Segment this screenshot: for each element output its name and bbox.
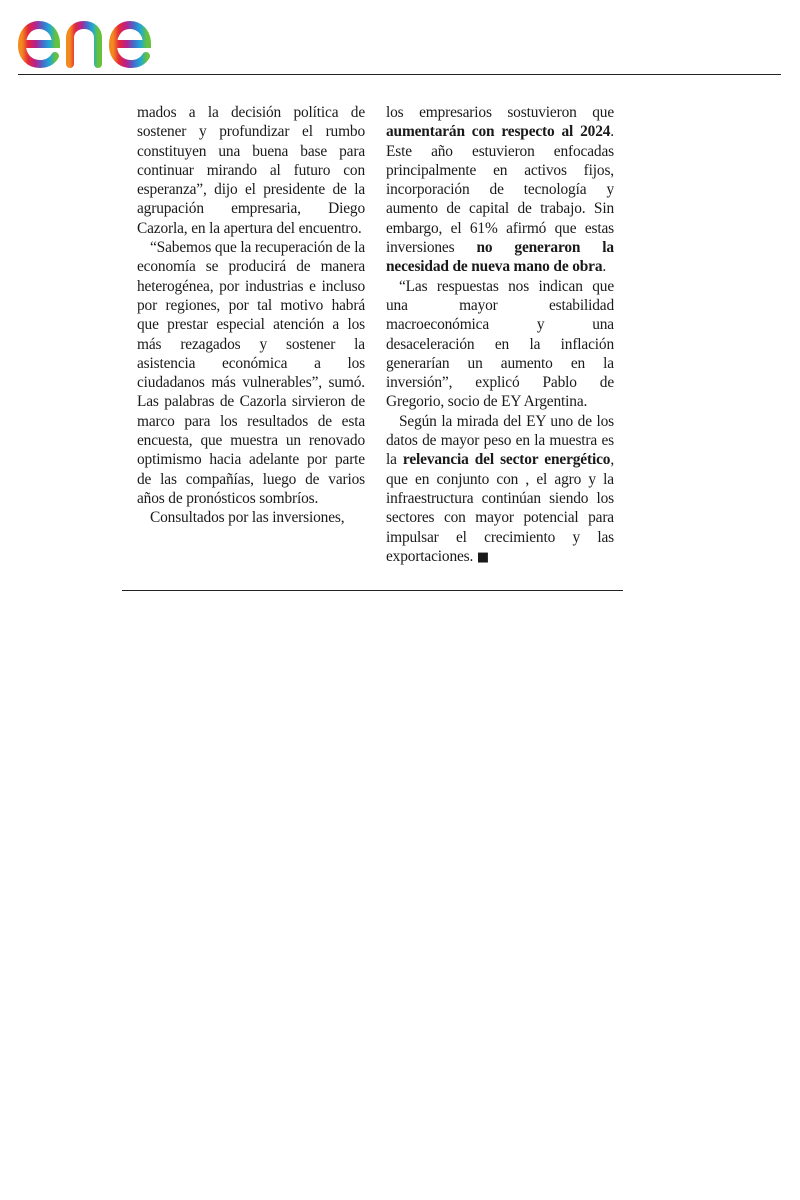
paragraph: [386, 412, 614, 567]
text-run: . Este año estuvieron enfocadas principalmente en activos fijos, incorporación de tecnología y aumento de capital de trabajo. Sin embargo, el 61% afirmó que estas inversiones: [386, 123, 614, 257]
bold-highlight: relevancia del sector energético: [402, 451, 611, 469]
bold-highlight: no generaron la necesidad de nueva mano de obra: [386, 239, 614, 276]
end-of-article-mark: ■: [476, 549, 490, 565]
header-divider: [18, 74, 781, 75]
paragraph: Consultados por las inversiones,: [150, 509, 345, 527]
text-run: Según la mirada del EY uno de los datos de mayor peso en la muestra es la: [386, 412, 614, 469]
paragraph: [386, 103, 614, 277]
paragraph: “Las respuestas nos indican que una mayor estabilidad macroeconómica y una desaceleración en la inflación generarían un aumento en la inversión”, explicó Pablo de Gregorio, socio de EY Argentina.: [386, 277, 614, 411]
article-bottom-divider: [122, 590, 623, 591]
paragraph: mados a la decisión política de sostener y profundizar el rumbo constituyen una buena base para continuar mirando al futuro con esperanza”, dijo el presidente de la agrupación empresaria, Diego Cazorla, en la apertura del encuentro.: [137, 104, 365, 237]
bold-highlight: aumentarán con respecto al 2024: [386, 123, 611, 141]
text-run: los empresarios sostuvieron que: [386, 104, 614, 121]
paragraph: “Sabemos que la recuperación de la economía se producirá de manera heterogénea, por industrias e incluso por regiones, por tal motivo habrá que prestar especial atención a los más rezagados y sostener la asistencia económica a los ciudadanos más vulnerables”, sumó. Las palabras de Cazorla sirvieron de marco para los resultados de esta encuesta, que muestra un renovado optimismo hacia adelante por parte de las compañías, luego de varios años de pronósticos sombríos.: [137, 239, 365, 507]
text-run: .: [602, 258, 607, 276]
enel-logo: [16, 8, 180, 70]
text-run: , que en conjunto con , el agro y la infraestructura continúan siendo los sectores con mayor potencial para impulsar el crecimiento y las exportaciones.: [386, 451, 615, 565]
article-column-right: [386, 103, 614, 567]
article-column-left: [137, 103, 365, 528]
